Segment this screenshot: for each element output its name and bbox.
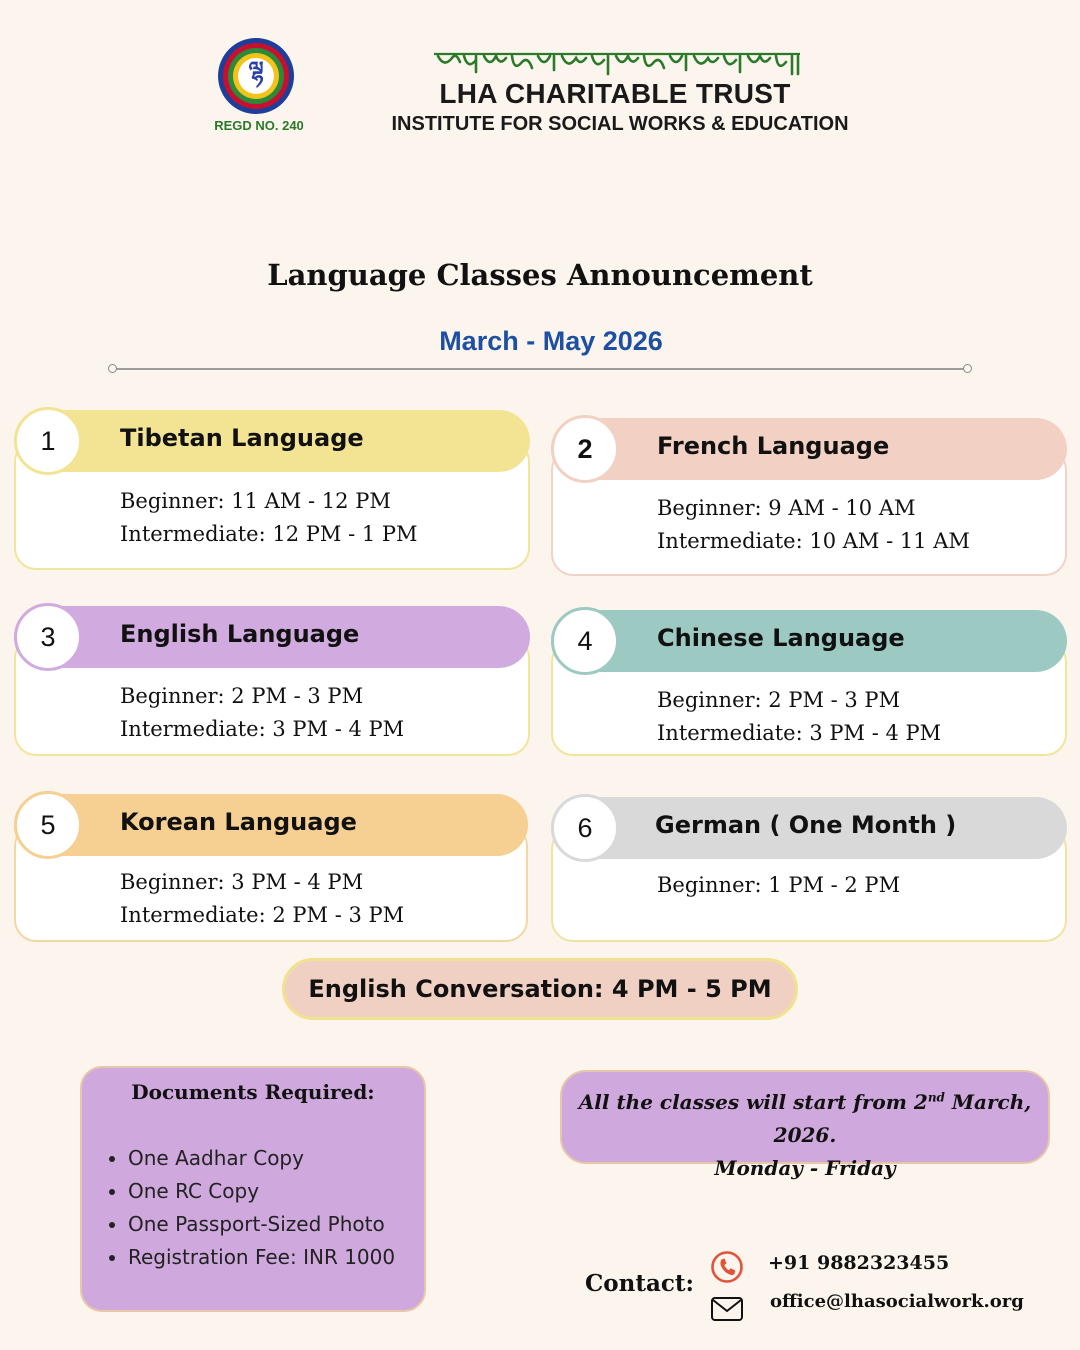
documents-required-box [80,1066,426,1312]
beginner-time: Beginner: 9 AM - 10 AM [657,496,916,520]
divider [112,368,968,370]
date-range: March - May 2026 [439,326,663,356]
contact-label: Contact: [585,1270,695,1297]
registration-number: REGD NO. 240 [214,118,304,133]
phone-number[interactable]: +91 9882323455 [768,1252,950,1274]
class-number: 1 [14,407,82,475]
beginner-time: Beginner: 1 PM - 2 PM [657,873,901,897]
email-address[interactable]: office@lhasocialwork.org [770,1291,1024,1312]
class-card-english [14,606,530,756]
intermediate-time: Intermediate: 2 PM - 3 PM [120,903,405,927]
class-number: 2 [551,415,619,483]
class-name: Tibetan Language [120,424,364,452]
intermediate-time: Intermediate: 3 PM - 4 PM [120,717,405,741]
class-name: French Language [657,432,890,460]
class-name: Korean Language [120,808,357,836]
class-card-korean [14,794,528,942]
list-item: • One RC Copy [128,1175,395,1208]
list-item: • Registration Fee: INR 1000 [128,1241,395,1274]
list-item: • One Aadhar Copy [128,1142,395,1175]
documents-list [128,1142,395,1274]
english-conversation-banner: English Conversation: 4 PM - 5 PM [282,958,798,1020]
list-item: • One Passport-Sized Photo [128,1208,395,1241]
beginner-time: Beginner: 2 PM - 3 PM [120,684,364,708]
class-card-tibetan [14,410,530,570]
beginner-time: Beginner: 11 AM - 12 PM [120,489,391,513]
schedule-days: Monday - Friday [714,1156,896,1180]
class-card-french [551,418,1067,576]
page-title: Language Classes Announcement [267,258,813,292]
beginner-time: Beginner: 2 PM - 3 PM [657,688,901,712]
class-number: 5 [14,791,82,859]
class-number: 6 [551,794,619,862]
start-date-notice [560,1070,1050,1180]
logo-glyph: ལྷ [248,57,264,83]
start-text: All the classes will start from 2 [578,1090,928,1114]
class-name: German ( One Month ) [655,811,957,839]
beginner-time: Beginner: 3 PM - 4 PM [120,870,364,894]
class-name: Chinese Language [657,624,905,652]
organization-name: LHA CHARITABLE TRUST [439,78,791,109]
ordinal-suffix: nd [927,1090,945,1105]
mail-icon [710,1296,744,1322]
start-date: March, 2026. [773,1090,1032,1147]
trust-logo [218,38,294,114]
phone-icon [710,1250,744,1284]
intermediate-time: Intermediate: 12 PM - 1 PM [120,522,418,546]
class-card-german [551,797,1067,942]
class-number: 3 [14,603,82,671]
intermediate-time: Intermediate: 10 AM - 11 AM [657,529,970,553]
documents-heading: Documents Required: [131,1080,375,1104]
class-number: 4 [551,607,619,675]
class-card-chinese [551,610,1067,756]
intermediate-time: Intermediate: 3 PM - 4 PM [657,721,942,745]
tibetan-script-title [432,44,802,78]
class-name: English Language [120,620,360,648]
organization-subtitle: INSTITUTE FOR SOCIAL WORKS & EDUCATION [391,113,849,135]
